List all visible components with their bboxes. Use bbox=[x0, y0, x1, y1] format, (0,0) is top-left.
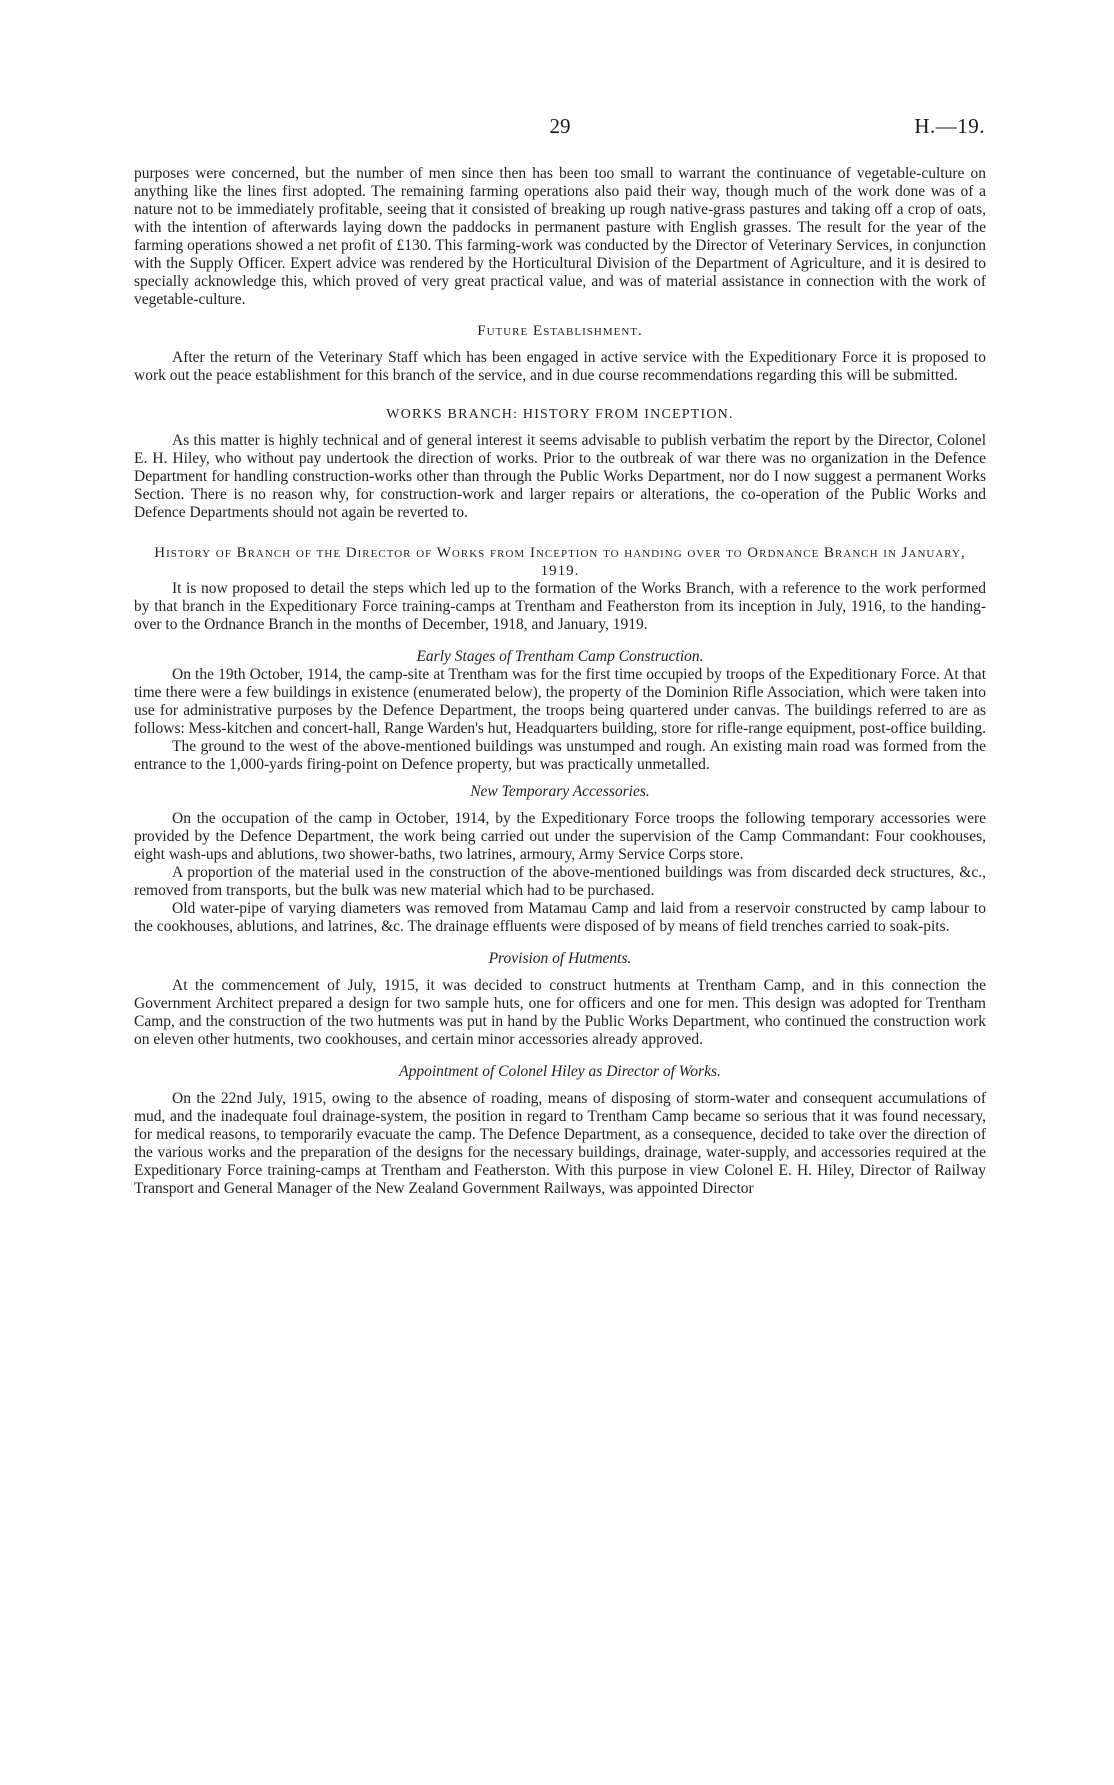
paragraph-water-pipe: Old water-pipe of varying diameters was removed from Matamau Camp and laid from a reservoir constructed by camp labour to the cookhouses, ablutions, and latrines, &c. The drainage effluents were disposed of by means of field trenches carried to soak-pits. bbox=[134, 900, 986, 935]
document-reference: H.—19. bbox=[914, 114, 985, 138]
paragraph-ground-west: The ground to the west of the above-mentioned buildings was unstumped and rough. An existing main road was formed from the entrance to the 1,000-yards firing-point on Defence property, but was practically unmetalled. bbox=[134, 738, 986, 773]
heading-early-stages: Early Stages of Trentham Camp Construction. bbox=[416, 648, 704, 665]
heading-works-branch: WORKS BRANCH: HISTORY FROM INCEPTION. bbox=[386, 407, 734, 422]
paragraph-appointment: On the 22nd July, 1915, owing to the absence of roading, means of disposing of storm-water and consequent accumulations of mud, and the inadequate foul drainage-system, the position in regard to Trentham Camp became so serious that it was found necessary, for medical reasons, to temporarily evacuate the camp. The Defence Department, as a consequence, decided to take over the direction of the various works and the preparation of the designs for the necessary buildings, drainage, water-supply, and accessories required at the Expeditionary Force training-camps at Trentham and Featherston. With this purpose in view Colonel E. H. Hiley, Director of Railway Transport and General Manager of the New Zealand Government Railways, was appointed Director bbox=[134, 1090, 986, 1197]
heading-appointment-director: Appointment of Colonel Hiley as Director of Works. bbox=[399, 1063, 721, 1080]
paragraph-early-stages: On the 19th October, 1914, the camp-site at Trentham was for the first time occupied by troops of the Expeditionary Force. At that time there were a few buildings in existence (enumerated below), the property of the Dominion Rifle Association, which were taken into use for administrative purposes by the Defence Department, the troops being quartered under canvas. The buildings referred to are as follows: Mess-kitchen and concert-hall, Range Warden's hut, Headquarters building, store for rifle-range equipment, post-office building. bbox=[134, 666, 986, 737]
heading-history-of-branch: History of Branch of the Director of Works from Inception to handing over to Ordnance Branch in January, 1919. bbox=[154, 545, 966, 579]
paragraph-occupation-of-camp: On the occupation of the camp in October, 1914, by the Expeditionary Force troops the following temporary accessories were provided by the Defence Department, the work being carried out under the supervision of the Camp Commandant: Four cookhouses, eight wash-ups and ablutions, two shower-baths, two latrines, armoury, Army Service Corps store. bbox=[134, 810, 986, 863]
paragraph-works-branch: As this matter is highly technical and of general interest it seems advisable to publish verbatim the report by the Director, Colonel E. H. Hiley, who without pay undertook the direction of works. Prior to the outbreak of war there was no organization in the Defence Department for handling construction-works other than through the Public Works Department, nor do I now suggest a permanent Works Section. There is no reason why, for construction-work and larger repairs or alterations, the co-operation of the Public Works and Defence Departments should not again be reverted to. bbox=[134, 432, 986, 521]
page-number: 29 bbox=[549, 114, 571, 138]
paragraph-material-proportion: A proportion of the material used in the construction of the above-mentioned buildings was from discarded deck structures, &c., removed from transports, but the bulk was new material which had to be purchased. bbox=[134, 864, 986, 899]
paragraph-future-establishment: After the return of the Veterinary Staff which has been engaged in active service with the Expeditionary Force it is proposed to work out the peace establishment for this branch of the service, and in due course recommendations regarding this will be submitted. bbox=[134, 349, 986, 384]
heading-provision-of-hutments: Provision of Hutments. bbox=[488, 950, 632, 967]
page-body bbox=[134, 165, 986, 1198]
paragraph-hutments: At the commencement of July, 1915, it was decided to construct hutments at Trentham Camp, and in this connection the Government Architect prepared a design for two sample huts, one for officers and one for men. This design was adopted for Trentham Camp, and the construction of the two hutments was put in hand by the Public Works Department, who continued the construction work on eleven other hutments, two cookhouses, and certain minor accessories already approved. bbox=[134, 977, 986, 1048]
paragraph-farming-operations: purposes were concerned, but the number of men since then has been too small to warrant the continuance of vegetable-culture on anything like the lines first adopted. The remaining farming operations also paid their way, though much of the work done was of a nature not to be immediately profitable, seeing that it consisted of breaking up rough native-grass pastures and taking off a crop of oats, with the intention of afterwards laying down the paddocks in permanent pasture with English grasses. The result for the year of the farming operations showed a net profit of £130. This farming-work was conducted by the Director of Veterinary Services, in conjunction with the Supply Officer. Expert advice was rendered by the Horticultural Division of the Department of Agriculture, and it is desired to specially acknowledge this, which proved of very great practical value, and was of material assistance in connection with the work of vegetable-culture. bbox=[134, 165, 986, 308]
paragraph-history-intro: It is now proposed to detail the steps which led up to the formation of the Works Branch, with a reference to the work performed by that branch in the Expeditionary Force training-camps at Trentham and Featherston from its inception in July, 1916, to the handing-over to the Ordnance Branch in the months of December, 1918, and January, 1919. bbox=[134, 580, 986, 633]
page-header bbox=[135, 114, 985, 144]
heading-future-establishment: Future Establishment. bbox=[477, 323, 643, 339]
heading-new-temporary-accessories: New Temporary Accessories. bbox=[470, 783, 650, 800]
